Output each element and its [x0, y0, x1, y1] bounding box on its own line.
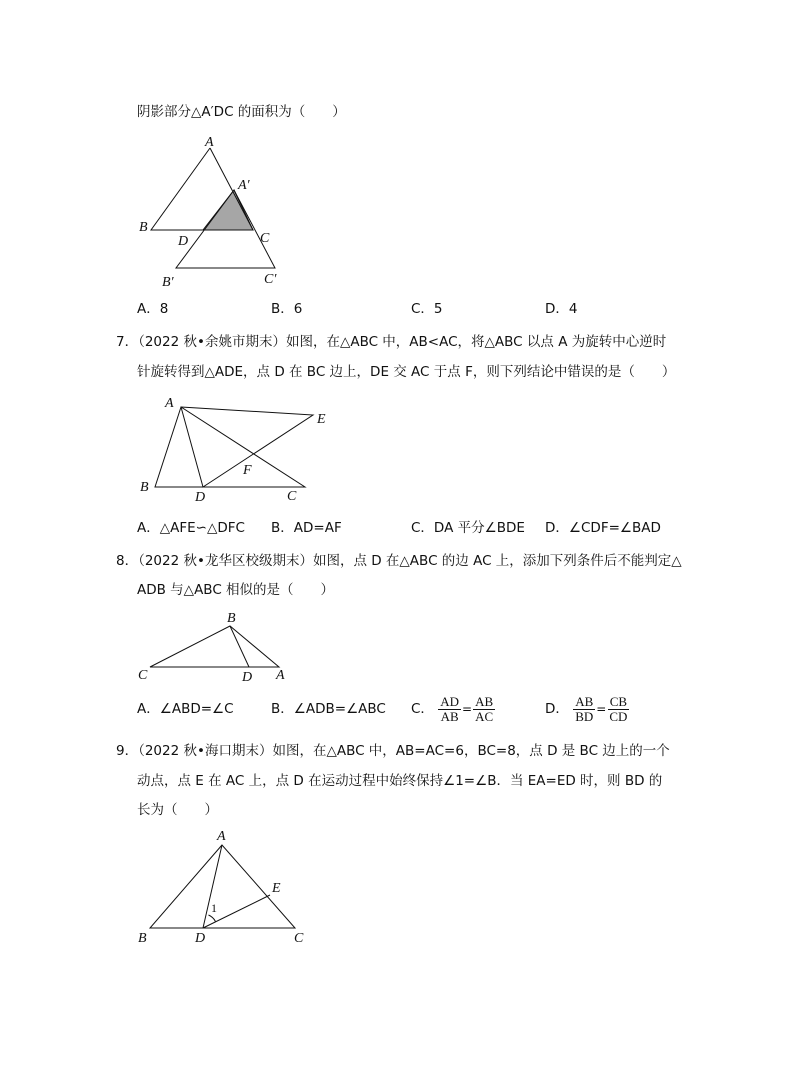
q8-label-c: C: [138, 668, 148, 683]
q8-option-c-den2: AC: [475, 708, 494, 724]
q9-angle-1-arc: [209, 915, 216, 922]
q8-label-a: A: [276, 668, 285, 683]
q7-stem-line2: 针旋转得到△ADE，点 D 在 BC 边上，DE 交 AC 于点 F，则下列结论中错误的是（ ）: [137, 364, 676, 380]
q8-option-c-den1: AB: [440, 708, 459, 724]
q6-option-a: A．8: [137, 301, 169, 317]
q8-option-c-prefix: C．: [411, 701, 434, 717]
q9-segment-ad: [203, 845, 222, 928]
q6-stem-end: 阴影部分△A′DC 的面积为（ ）: [137, 104, 346, 120]
q6-label-ap: A′: [238, 178, 250, 193]
q8-stem-line2: ADB 与△ABC 相似的是（ ）: [137, 582, 335, 598]
q7-option-b: B．AD=AF: [271, 520, 342, 536]
q9-stem-line3: 长为（ ）: [137, 802, 218, 818]
q8-label-d: D: [242, 670, 253, 685]
q7-label-b: B: [140, 480, 149, 495]
q8-option-d-num1: AB: [575, 693, 594, 709]
q9-label-c: C: [294, 931, 304, 946]
q9-label-d: D: [195, 931, 206, 946]
q9-label-1: 1: [211, 901, 217, 915]
q6-option-c: C．5: [411, 301, 443, 317]
q7-option-c: C．DA 平分∠BDE: [411, 520, 525, 536]
q6-label-bp: B′: [162, 275, 174, 290]
q9-stem-line2: 动点，点 E 在 AC 上，点 D 在运动过程中始终保持∠1=∠B．当 EA=ED 时，则 BD 的: [137, 773, 663, 789]
q9-label-a: A: [217, 829, 226, 844]
q7-label-f: F: [243, 463, 252, 478]
q6-label-b: B: [139, 220, 148, 235]
q9-label-e: E: [272, 881, 281, 896]
q6-option-d: D．4: [545, 301, 578, 317]
q9-stem-line1: 9．（2022 秋•海口期末）如图，在△ABC 中，AB=AC=6，BC=8，点 D 是 BC 边上的一个: [116, 743, 670, 759]
q6-option-b: B．6: [271, 301, 303, 317]
q8-option-d-prefix: D．: [545, 701, 569, 717]
q8-label-b: B: [227, 611, 236, 626]
q7-label-e: E: [317, 412, 326, 427]
q8-option-c-equals: =: [462, 702, 473, 716]
q7-label-d: D: [195, 490, 206, 505]
q8-option-d-den1: BD: [575, 708, 594, 724]
q8-option-b: B．∠ADB=∠ABC: [271, 701, 386, 717]
q7-label-a: A: [165, 396, 174, 411]
q6-label-a: A: [205, 135, 214, 150]
q7-option-a: A．△AFE∽△DFC: [137, 520, 245, 536]
q7-option-d: D．∠CDF=∠BAD: [545, 520, 661, 536]
q6-label-cp: C′: [264, 272, 277, 287]
q9-label-b: B: [138, 931, 147, 946]
q8-option-d-den2: CD: [609, 708, 628, 724]
q8-option-c-num2: AB: [475, 693, 494, 709]
q6-label-c: C: [260, 231, 270, 246]
q8-option-c-num1: AD: [440, 693, 460, 709]
q7-label-c: C: [287, 489, 297, 504]
q7-stem-line1: 7．（2022 秋•余姚市期末）如图，在△ABC 中，AB<AC，将△ABC 以点 A 为旋转中心逆时: [116, 334, 667, 350]
q8-option-d-num2: CB: [609, 693, 628, 709]
q8-option-d-equals: =: [596, 702, 607, 716]
q8-option-a: A．∠ABD=∠C: [137, 701, 234, 717]
q8-stem-line1: 8．（2022 秋•龙华区校级期末）如图，点 D 在△ABC 的边 AC 上，添加下列条件后不能判定△: [116, 553, 682, 569]
q6-label-d: D: [178, 234, 189, 249]
